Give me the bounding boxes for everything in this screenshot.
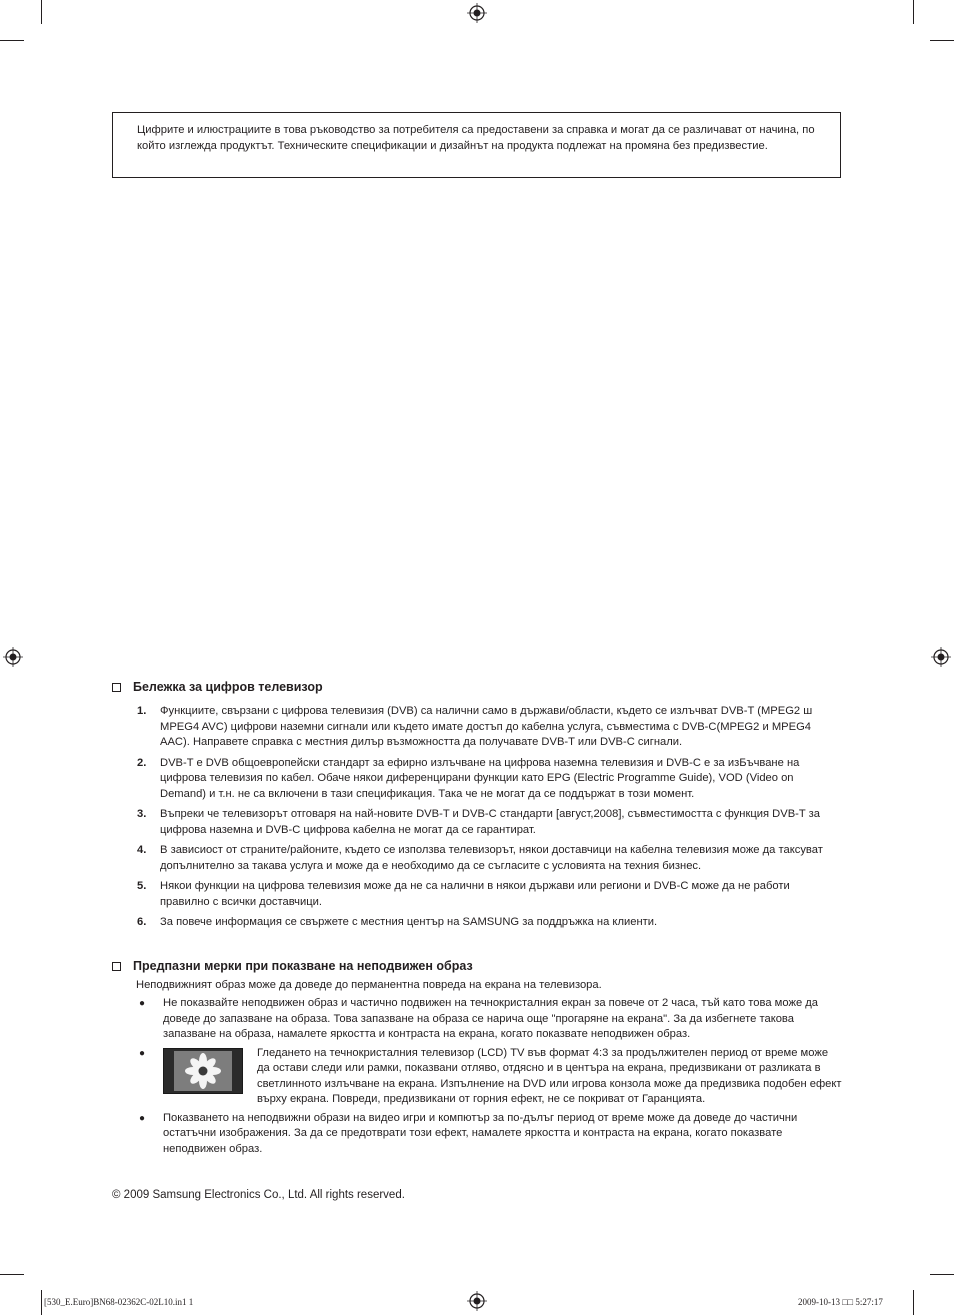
- bullet-with-image: [163, 1046, 843, 1108]
- item-text: Гледането на течнокристалния телевизор (LCD) TV във формат 4:3 за продължителен период от време може да остави следи или рамки, показвани отляво, отдясно и в центъра на екрана, предизвикани от разликата в светлинното излъчване на екрана. Изпълнение на DVD или игрова конзола може да предизвика подобен ефект върху екрана. Повреди, предизвикани от горния ефект, не се покриват от Гаранцията.: [257, 1046, 842, 1105]
- registration-mark-icon: [931, 647, 951, 667]
- list-item: [136, 996, 843, 1043]
- footer-timestamp: 2009-10-13 □□ 5:27:17: [798, 1297, 883, 1307]
- item-text: Не показвайте неподвижен образ и частично подвижен на течнокристалния екран за повече от 2 часа, тъй като това може да доведе до запазване на образа. Това запазване на образа се нарича още "прогаряне на екрана". За да избегнете такова запазване на образа, намалете яркостта и контраста на екрана, когато показвате неподвижен образ.: [163, 997, 819, 1040]
- list-item: [136, 1111, 843, 1158]
- checkbox-square-icon: [112, 962, 121, 971]
- registration-mark-icon: [467, 1291, 487, 1311]
- list-item: [137, 704, 842, 751]
- item-text: В зависиост от страните/районите, където се използва телевизорът, някои доставчици на кабелна телевизия може да таксуват допълнително за такава услуга и може да е необходимо да се съгласите с условията на техния бизнес.: [160, 844, 823, 872]
- crop-mark-top-left-h: [0, 40, 24, 41]
- item-number: 3.: [137, 808, 147, 820]
- checkbox-square-icon: [112, 683, 121, 692]
- item-text: Показването на неподвижни образи на видео игри и компютър за по-дълъг период от време може да доведе до частични остатъчни изображения. За да се предотврати този ефект, намалете яркостта и контраста на екрана, когато показвате неподвижен образ.: [163, 1111, 798, 1155]
- still-image-heading: [112, 959, 473, 973]
- item-text: DVB-T е DVB общоевропейски стандарт за ефирно излъчване на цифрова наземна телевизия и DVB-C е за изБъчване на цифрова телевизия по кабел. Обаче някои диференцирани функции като EPG (Electric Programme Guide), VOD (Video on Demand) и т.н. не са включени в тази спецификация. Така че не могат да се поддържат в този момент.: [160, 756, 800, 800]
- digital-note-list: [137, 704, 842, 936]
- still-image-intro: Неподвижният образ може да доведе до перманентна повреда на екрана на телевизора.: [136, 979, 602, 991]
- still-image-bullets: [136, 996, 843, 1160]
- list-item: [137, 756, 842, 803]
- item-number: 6.: [137, 916, 147, 928]
- crop-mark-top-right-h: [930, 40, 954, 41]
- item-number: 5.: [137, 880, 147, 892]
- item-number: 4.: [137, 844, 147, 856]
- crop-mark-bottom-right-v: [913, 1290, 914, 1315]
- registration-mark-icon: [467, 3, 487, 23]
- list-item: [137, 879, 842, 910]
- crop-mark-top-left-v: [41, 0, 42, 24]
- item-text: Въпреки че телевизорът отговаря на най-новите DVB-T и DVB-C стандарти [август,2008], съвместимостта с функция DVB-T за цифрова наземна и DVB-C цифрова кабелна не могат да се гарантират.: [160, 808, 820, 836]
- list-item: [137, 843, 842, 874]
- digital-note-title: Бележка за цифров телевизор: [133, 680, 323, 694]
- disclaimer-text: Цифрите и илюстрациите в това ръководство за потребителя са предоставени за справка и могат да се различават от начина, по който изглежда продуктът. Техническите спецификации и дизайнът на продукта подлежат на промяна без предизвестие.: [137, 124, 815, 152]
- item-text: Функциите, свързани с цифрова телевизия (DVB) са налични само в държави/области, където се излъчват DVB-T (MPEG2 ш MPEG4 AVC) цифрови наземни сигнали или където имате достъп до кабелна услуга, съвместима с DVB-C(MPEG2 и MPEG4 AAC). Направете справка с местния дилър възможността да получавате DVB-T или DVB-C сигнали.: [160, 705, 813, 748]
- item-number: 2.: [137, 756, 147, 769]
- bullet-icon: ●: [139, 1047, 146, 1059]
- list-item: [137, 915, 842, 931]
- crop-mark-bottom-left-h: [0, 1274, 24, 1275]
- bullet-icon: ●: [139, 998, 146, 1009]
- item-number: 1.: [137, 705, 147, 717]
- registration-mark-icon: [3, 647, 23, 667]
- crop-mark-top-right-v: [913, 0, 914, 24]
- item-text: Някои функции на цифрова телевизия може да не са налични в някои държави или региони и DVB-C може да не работи правилно с всички доставчици.: [160, 880, 790, 908]
- bullet-icon: ●: [139, 1112, 146, 1124]
- footer-file-name: [530_E.Euro]BN68-02362C-02L10.in1 1: [44, 1297, 194, 1307]
- flower-illustration-icon: [164, 1049, 242, 1093]
- digital-note-heading: [112, 680, 323, 694]
- disclaimer-box: [112, 112, 841, 178]
- crop-mark-bottom-left-v: [41, 1290, 42, 1315]
- still-image-title: Предпазни мерки при показване на неподвижен образ: [133, 959, 473, 973]
- tv-flower-image: [163, 1048, 243, 1094]
- list-item: [137, 807, 842, 838]
- copyright-text: © 2009 Samsung Electronics Co., Ltd. All rights reserved.: [112, 1189, 405, 1201]
- crop-mark-bottom-right-h: [930, 1274, 954, 1275]
- item-text: За повече информация се свържете с местния център на SAMSUNG за поддръжка на клиенти.: [160, 916, 658, 928]
- list-item: [136, 1046, 843, 1108]
